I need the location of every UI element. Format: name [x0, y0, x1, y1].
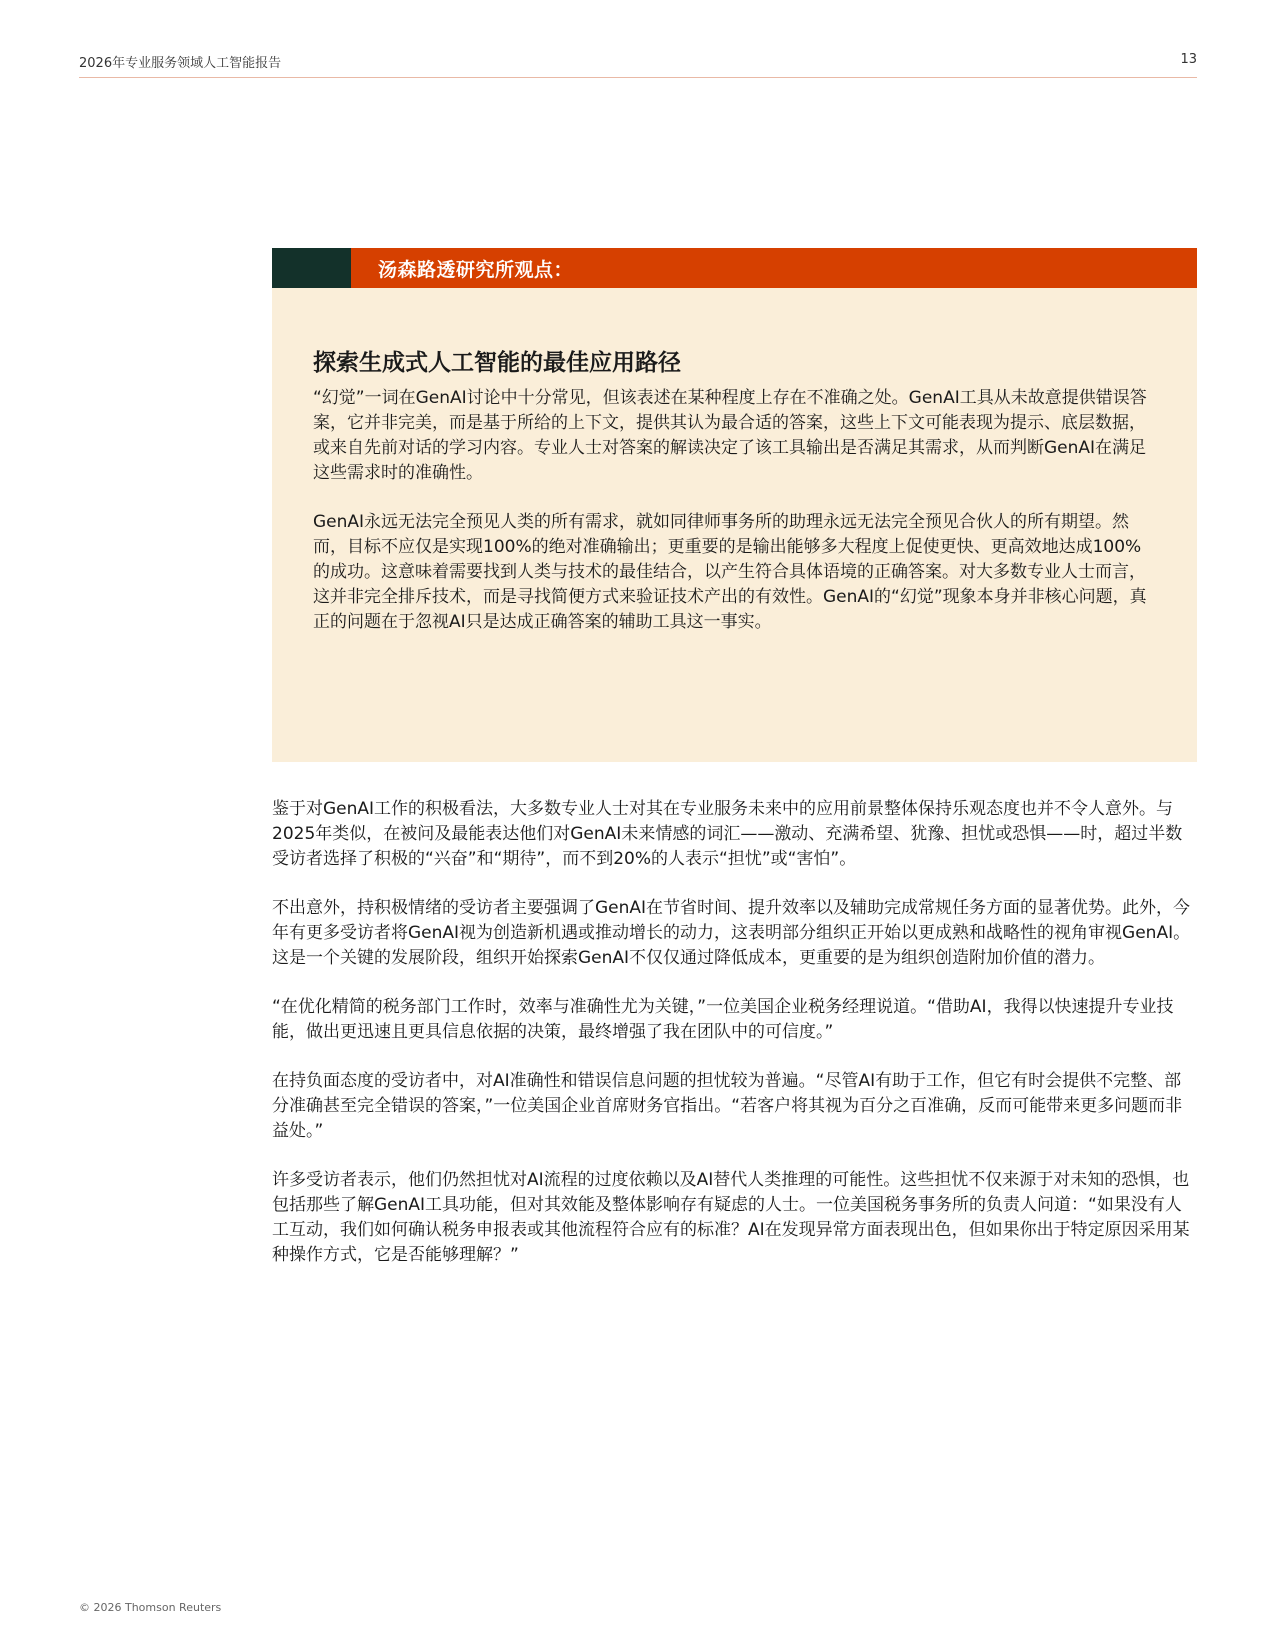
- copyright-footer: © 2026 Thomson Reuters: [79, 1601, 222, 1614]
- running-header: [79, 52, 1197, 78]
- body-paragraph: 不出意外，持积极情绪的受访者主要强调了GenAI在节省时间、提升效率以及辅助完成常规任务方面的显著优势。此外，今年有更多受访者将GenAI视为创造新机遇或推动增长的动力，这表明部分组织正开始以更成熟和战略性的视角审视GenAI。这是一个关键的发展阶段，组织开始探索GenAI不仅仅通过降低成本，更重要的是为组织创造附加价值的潜力。: [272, 898, 1191, 968]
- body-paragraph: 鉴于对GenAI工作的积极看法，大多数专业人士对其在专业服务未来中的应用前景整体保持乐观态度也并不令人意外。与2025年类似，在被问及最能表达他们对GenAI未来情感的词汇——激动、充满希望、犹豫、担忧或恐惧——时，超过半数受访者选择了积极的“兴奋”和“期待”，而不到20%的人表示“担忧”或“害怕”。: [272, 799, 1183, 869]
- callout-paragraph: “幻觉”一词在GenAI讨论中十分常见，但该表述在某种程度上存在不准确之处。GenAI工具从未故意提供错误答案，它并非完美，而是基于所给的上下文，提供其认为最合适的答案，这些上下文可能表现为提示、底层数据，或来自先前对话的学习内容。专业人士对答案的解读决定了该工具输出是否满足其需求，从而判断GenAI在满足这些需求时的准确性。: [313, 388, 1147, 483]
- body-paragraph: 许多受访者表示，他们仍然担忧对AI流程的过度依赖以及AI替代人类推理的可能性。这些担忧不仅来源于对未知的恐惧，也包括那些了解GenAI工具功能，但对其效能及整体影响存有疑虑的人士。一位美国税务事务所的负责人问道：“如果没有人工互动，我们如何确认税务申报表或其他流程符合应有的标准？AI在发现异常方面表现出色，但如果你出于特定原因采用某种操作方式，它是否能够理解？”: [272, 1170, 1190, 1265]
- main-body-text: [272, 797, 1197, 1292]
- document-title: 2026年专业服务领域人工智能报告: [79, 56, 282, 71]
- header-divider: [79, 77, 1197, 78]
- body-paragraph: 在持负面态度的受访者中，对AI准确性和错误信息问题的担忧较为普遍。“尽管AI有助于工作，但它有时会提供不完整、部分准确甚至完全错误的答案，”一位美国企业首席财务官指出。“若客户将其视为百分之百准确，反而可能带来更多问题而非益处。”: [272, 1071, 1183, 1141]
- body-paragraph: “在优化精简的税务部门工作时，效率与准确性尤为关键，”一位美国企业税务经理说道。“借助AI，我得以快速提升专业技能，做出更迅速且更具信息依据的决策，最终增强了我在团队中的可信度。”: [272, 997, 1174, 1042]
- callout-heading: 探索生成式人工智能的最佳应用路径: [313, 350, 681, 376]
- callout-band-label: 汤森路透研究所观点：: [378, 259, 574, 281]
- callout-title-band: [272, 248, 1197, 288]
- callout-accent-tab: [272, 248, 351, 288]
- page-number: 13: [1180, 52, 1197, 67]
- insight-callout-box: [272, 248, 1197, 762]
- callout-body: [313, 386, 1151, 659]
- callout-paragraph: GenAI永远无法完全预见人类的所有需求，就如同律师事务所的助理永远无法完全预见合伙人的所有期望。然而，目标不应仅是实现100%的绝对准确输出；更重要的是输出能够多大程度上促使更快、更高效地达成100%的成功。这意味着需要找到人类与技术的最佳结合，以产生符合具体语境的正确答案。对大多数专业人士而言，这并非完全排斥技术，而是寻找简便方式来验证技术产出的有效性。GenAI的“幻觉”现象本身并非核心问题，真正的问题在于忽视AI只是达成正确答案的辅助工具这一事实。: [313, 512, 1147, 632]
